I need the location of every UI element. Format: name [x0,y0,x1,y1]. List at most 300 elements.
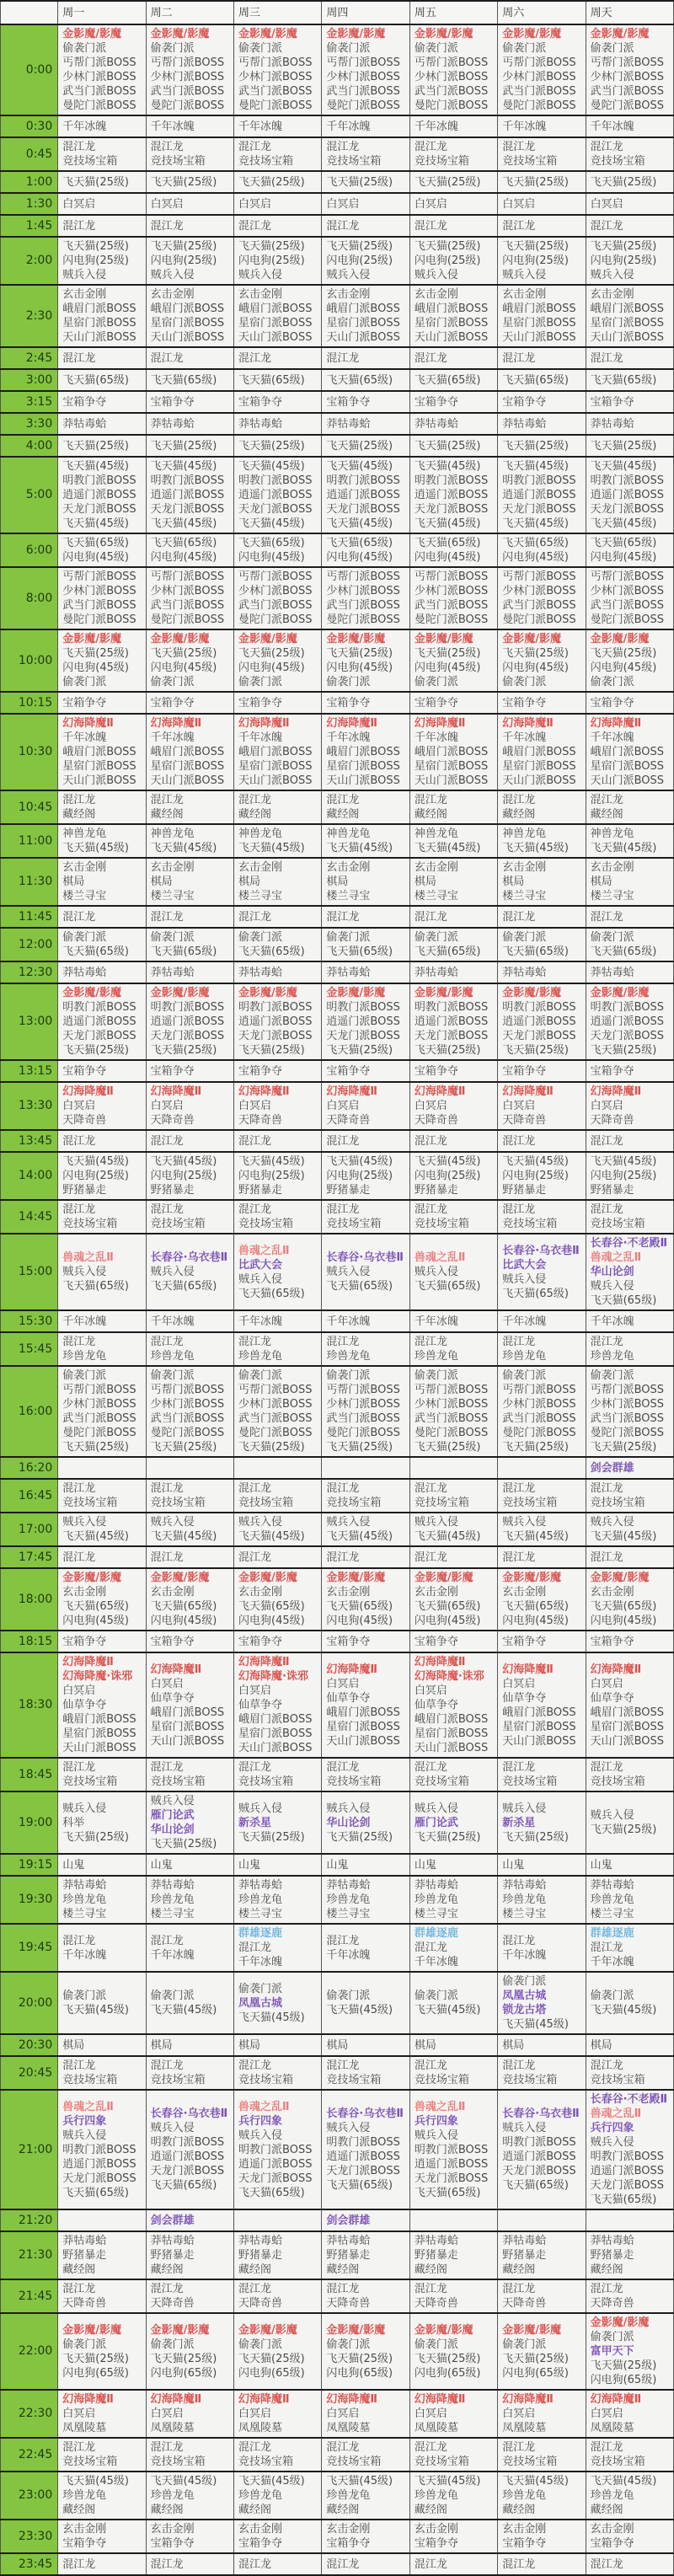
schedule-cell [146,2279,233,2313]
event-label: 混江龙 [150,351,184,365]
event-label: 千年冰魄 [326,731,371,744]
event-label: 天降奇兽 [414,2297,458,2310]
event-label: 混江龙 [502,141,536,153]
schedule-cell [498,714,586,790]
event-label: 混江龙 [326,2557,360,2571]
schedule-cell [234,391,322,413]
event-label: 飞天猫(25级) [502,439,569,453]
event-label: 莽牯毒蛤 [326,417,371,431]
event-label: 玄击金刚 [590,288,634,301]
event-label: 白冥启 [414,1100,447,1112]
time-label: 8:00 [1,567,58,629]
event-label: 明教门派BOSS [238,1001,313,1014]
event-label: 混江龙 [62,794,96,806]
event-label: 飞天猫(45级) [62,842,129,854]
event-label: 闪电狗(45级) [414,661,481,674]
event-label: 白冥启 [590,1100,623,1112]
schedule-row [1,2313,674,2390]
event-label: 明教门派BOSS [150,474,225,487]
schedule-cell [58,1152,146,1200]
event-label: 兽魂之乱Ⅱ [590,1251,642,1264]
schedule-cell [146,567,233,629]
event-label: 幻海降魔Ⅱ [150,2393,202,2406]
schedule-cell [146,137,233,171]
event-label: 飞天猫(45级) [326,1155,393,1168]
schedule-cell [409,1924,497,1972]
schedule-cell [498,1972,586,2034]
event-label: 混江龙 [62,1550,96,1564]
schedule-cell [322,2279,409,2313]
schedule-cell [586,2313,673,2390]
event-label: 宝箱争夺 [326,1635,371,1648]
event-label: 少林门派BOSS [150,585,225,597]
event-label: 曼陀门派BOSS [238,613,313,626]
schedule-cell [58,2231,146,2279]
event-label: 千年冰魄 [326,1315,371,1328]
event-label: 白冥启 [238,1684,272,1697]
schedule-cell [409,1082,497,1130]
schedule-cell [234,2056,322,2090]
event-label: 莽牯毒蛤 [150,966,195,979]
schedule-cell [498,1631,586,1652]
schedule-cell [409,1060,497,1082]
event-label: 混江龙 [150,1550,184,1564]
event-label: 星宿门派BOSS [326,1720,400,1733]
schedule-cell [234,1758,322,1791]
event-label: 竞技场宝箱 [590,2074,645,2086]
schedule-cell [58,347,146,369]
event-label: 玄击金刚 [326,1586,371,1599]
event-label: 星宿门派BOSS [238,760,313,773]
event-label: 金影魔/影魔 [326,987,386,999]
event-label: 闪电狗(25级) [502,254,569,267]
event-label: 仙草争夺 [62,1699,107,1711]
event-label: 偷袭门派 [150,676,195,688]
event-label: 白冥启 [150,1677,184,1690]
event-label: 飞天猫(25级) [238,240,305,253]
schedule-cell [146,906,233,928]
event-label: 峨眉门派BOSS [326,746,400,758]
event-label: 金影魔/影魔 [502,1572,561,1584]
event-label: 竞技场宝箱 [326,1497,382,1509]
event-label: 丐帮门派BOSS [590,1384,665,1396]
event-label: 宝箱争夺 [590,1064,634,1078]
event-label: 明教门派BOSS [502,474,576,487]
event-label: 藏经阁 [502,2504,536,2516]
event-label: 飞天猫(65级) [62,945,129,958]
event-label: 星宿门派BOSS [502,760,576,773]
event-label: 群雄逐鹿 [414,1927,458,1940]
event-label: 千年冰魄 [414,731,458,744]
event-label: 莽牯毒蛤 [590,417,634,431]
event-label: 曼陀门派BOSS [502,1427,576,1439]
event-label: 凤凰陵墓 [326,2422,371,2434]
event-label: 竞技场宝箱 [414,1775,469,1788]
event-label: 混江龙 [590,1482,623,1495]
event-label: 玄击金刚 [590,1586,634,1599]
schedule-cell [58,1200,146,1234]
event-label: 贼兵入侵 [326,1266,371,1278]
schedule-cell [586,533,673,567]
schedule-row [1,435,674,457]
event-label: 飞天猫(45级) [62,1155,129,1168]
event-label: 逍遥门派BOSS [150,489,225,501]
event-label: 楼兰寻宝 [326,890,371,902]
event-label: 珍兽龙龟 [238,2489,283,2502]
event-label: 峨眉门派BOSS [238,746,313,758]
schedule-cell [234,1152,322,1200]
time-label: 1:30 [1,193,58,215]
event-label: 比武大会 [238,1258,283,1272]
schedule-cell [234,1568,322,1631]
schedule-cell [498,906,586,928]
event-label: 竞技场宝箱 [238,1775,294,1788]
event-label: 闪电狗(25级) [326,254,393,267]
schedule-cell [322,1924,409,1972]
schedule-cell [322,928,409,961]
schedule-cell [58,215,146,237]
event-label: 明教门派BOSS [62,2143,136,2156]
schedule-row [1,2209,674,2231]
event-label: 天龙门派BOSS [502,1030,576,1042]
event-label: 闪电狗(25级) [590,1170,657,1182]
schedule-cell [409,1200,497,1234]
event-label: 兽魂之乱Ⅱ [238,1244,290,1257]
schedule-cell [409,2209,497,2231]
event-label: 贼兵入侵 [62,2129,107,2142]
event-label: 星宿门派BOSS [238,317,313,329]
schedule-cell [234,2390,322,2438]
event-label: 曼陀门派BOSS [590,1427,665,1439]
event-label: 混江龙 [502,794,536,806]
event-label: 贼兵入侵 [326,1802,371,1815]
schedule-cell [146,629,233,692]
schedule-row [1,1457,674,1479]
time-label: 23:00 [1,2472,58,2520]
schedule-cell [234,435,322,457]
event-label: 棋局 [590,876,612,888]
event-label: 偷袭门派 [326,931,371,944]
event-label: 白冥启 [502,1100,536,1112]
schedule-cell [586,137,673,171]
schedule-cell [586,629,673,692]
event-label: 混江龙 [62,1761,96,1774]
event-label: 千年冰魄 [590,1315,634,1328]
schedule-cell [498,1082,586,1130]
schedule-cell [498,629,586,692]
event-label: 飞天猫(65级) [238,537,305,549]
time-label: 15:00 [1,1234,58,1310]
event-label: 混江龙 [590,2441,623,2454]
schedule-cell [586,1060,673,1082]
schedule-cell [586,824,673,858]
event-label: 竞技场宝箱 [590,1218,645,1230]
schedule-cell [146,983,233,1060]
event-label: 天龙门派BOSS [502,2165,576,2177]
schedule-cell [234,824,322,858]
schedule-cell [322,1457,409,1479]
schedule-cell [322,2438,409,2472]
schedule-row [1,115,674,137]
event-label: 贼兵入侵 [238,2129,283,2142]
event-label: 山鬼 [414,1858,436,1872]
event-label: 偷袭门派 [150,2338,195,2351]
event-label: 丐帮门派BOSS [62,56,136,69]
time-label: 22:45 [1,2438,58,2472]
event-label: 曼陀门派BOSS [238,99,313,112]
schedule-cell [409,2472,497,2520]
event-label: 宝箱争夺 [150,1635,195,1648]
schedule-cell [322,215,409,237]
schedule-cell [322,2056,409,2090]
schedule-row [1,2553,674,2575]
event-label: 少林门派BOSS [414,585,489,597]
event-label: 曼陀门派BOSS [150,99,225,112]
event-label: 混江龙 [238,2557,272,2571]
schedule-row [1,790,674,824]
schedule-cell [234,215,322,237]
event-label: 曼陀门派BOSS [502,613,576,626]
event-label: 飞天猫(25级) [326,647,393,660]
schedule-cell [234,2090,322,2209]
event-label: 天降奇兽 [326,1114,371,1127]
event-label: 偷袭门派 [238,931,283,944]
event-label: 金影魔/影魔 [326,1572,386,1584]
event-label: 偷袭门派 [414,676,458,688]
event-label: 野猪暴走 [590,1184,634,1197]
event-label: 峨眉门派BOSS [414,746,489,758]
schedule-cell [322,1513,409,1546]
event-label: 偷袭门派 [238,676,283,688]
event-label: 白冥启 [414,197,447,211]
schedule-row [1,1876,674,1924]
schedule-cell [58,1060,146,1082]
event-label: 飞天猫(65级) [238,2186,305,2199]
event-label: 宝箱争夺 [150,395,195,409]
event-label: 凤凰古城 [502,1990,547,2002]
time-label: 0:30 [1,115,58,137]
event-label: 丐帮门派BOSS [502,1384,576,1396]
time-label: 15:45 [1,1332,58,1366]
schedule-cell [58,1366,146,1457]
event-label: 莽牯毒蛤 [62,2235,107,2247]
schedule-cell [146,2520,233,2553]
event-label: 竞技场宝箱 [150,1497,206,1509]
event-label: 混江龙 [502,1934,536,1947]
schedule-row [1,824,674,858]
event-label: 丐帮门派BOSS [590,56,665,69]
event-label: 星宿门派BOSS [150,760,225,773]
event-label: 莽牯毒蛤 [238,417,283,431]
event-label: 玄击金刚 [238,2523,283,2536]
event-label: 兵行四象 [590,2122,634,2134]
schedule-cell [409,2553,497,2575]
event-label: 竞技场宝箱 [62,1775,118,1788]
event-label: 混江龙 [502,2441,536,2454]
event-label: 武当门派BOSS [590,599,665,612]
schedule-cell [498,413,586,435]
event-label: 幻海降魔Ⅱ [590,2393,642,2406]
event-label: 千年冰魄 [414,120,458,133]
event-label: 混江龙 [414,2441,447,2454]
schedule-cell [234,2209,322,2231]
schedule-cell [498,457,586,533]
schedule-cell [409,714,497,790]
schedule-cell [234,983,322,1060]
schedule-cell [234,1924,322,1972]
event-label: 飞天猫(45级) [502,842,569,854]
schedule-cell [498,1876,586,1924]
schedule-cell [322,1366,409,1457]
event-label: 星宿门派BOSS [238,1727,313,1740]
event-label: 逍遥门派BOSS [62,489,136,501]
event-label: 玄击金刚 [326,288,371,301]
event-label: 竞技场宝箱 [502,1218,558,1230]
event-label: 天龙门派BOSS [238,1030,313,1042]
event-label: 天龙门派BOSS [150,2165,225,2177]
event-label: 楼兰寻宝 [414,890,458,902]
event-label: 闪电狗(25级) [150,254,217,267]
schedule-cell [498,533,586,567]
schedule-cell [586,2520,673,2553]
event-label: 少林门派BOSS [502,585,576,597]
event-label: 武当门派BOSS [238,85,313,98]
event-label: 金影魔/影魔 [590,28,650,40]
event-label: 星宿门派BOSS [326,760,400,773]
event-label: 千年冰魄 [502,731,547,744]
schedule-cell [234,714,322,790]
event-label: 闪电狗(45级) [326,1615,393,1627]
event-label: 混江龙 [326,1550,360,1564]
schedule-cell [586,858,673,906]
schedule-cell [146,790,233,824]
time-column-header [1,1,58,24]
schedule-cell [322,824,409,858]
event-label: 闪电狗(45级) [238,661,305,674]
event-label: 飞天猫(25级) [414,1044,481,1057]
schedule-cell [234,1854,322,1876]
event-label: 幻海降魔Ⅱ [238,1656,290,1668]
event-label: 千年冰魄 [150,731,195,744]
event-label: 莽牯毒蛤 [150,1879,195,1892]
event-label: 莽牯毒蛤 [414,1879,458,1892]
event-label: 珍兽龙龟 [150,1350,195,1363]
event-label: 玄击金刚 [502,288,547,301]
schedule-cell [409,215,497,237]
event-label: 飞天猫(45级) [326,460,393,473]
event-label: 曼陀门派BOSS [414,99,489,112]
schedule-cell [498,858,586,906]
time-label: 21:45 [1,2279,58,2313]
schedule-cell [586,692,673,714]
schedule-cell [146,1479,233,1513]
event-label: 竞技场宝箱 [238,155,294,168]
event-label: 飞天猫(25级) [590,1044,657,1057]
event-label: 宝箱争夺 [414,1064,458,1078]
schedule-cell [409,369,497,391]
event-label: 剑会群雄 [326,2214,371,2227]
schedule-cell [586,1130,673,1152]
schedule-cell [322,1130,409,1152]
event-label: 千年冰魄 [502,1948,547,1962]
event-label: 竞技场宝箱 [590,2456,645,2468]
schedule-cell [146,237,233,285]
schedule-cell [586,906,673,928]
event-label: 天山门派BOSS [326,331,400,344]
event-label: 少林门派BOSS [62,71,136,83]
event-label: 飞天猫(45级) [150,2004,217,2016]
time-label: 11:30 [1,858,58,906]
event-label: 丐帮门派BOSS [150,1384,225,1396]
schedule-cell [409,1479,497,1513]
schedule-cell [498,24,586,115]
event-label: 飞天猫(65级) [326,1600,393,1613]
time-label: 18:15 [1,1631,58,1652]
schedule-cell [322,1479,409,1513]
event-label: 明教门派BOSS [414,474,489,487]
event-label: 偷袭门派 [150,1990,195,2002]
event-label: 飞天猫(65级) [238,1287,305,1300]
event-label: 竞技场宝箱 [502,2074,558,2086]
event-label: 金影魔/影魔 [150,1572,210,1584]
event-label: 幻海降魔Ⅱ [414,2393,466,2406]
schedule-cell [322,1546,409,1568]
schedule-cell [58,1791,146,1854]
event-label: 飞天猫(65级) [502,1600,569,1613]
schedule-cell [586,193,673,215]
event-label: 莽牯毒蛤 [502,2235,547,2247]
event-label: 飞天猫(45级) [326,1530,393,1543]
event-label: 藏经阁 [62,2504,96,2516]
schedule-cell [322,1310,409,1332]
event-label: 偷袭门派 [62,1369,107,1382]
schedule-cell [586,1366,673,1457]
schedule-cell [409,1876,497,1924]
schedule-cell [146,2231,233,2279]
schedule-row [1,1568,674,1631]
schedule-cell [234,858,322,906]
event-label: 宝箱争夺 [502,1635,547,1648]
event-label: 宝箱争夺 [150,1064,195,1078]
schedule-cell [586,1758,673,1791]
event-label: 混江龙 [326,794,360,806]
event-label: 闪电狗(65级) [238,2366,305,2380]
event-label: 武当门派BOSS [238,599,313,612]
event-label: 莽牯毒蛤 [238,2235,283,2247]
event-label: 峨眉门派BOSS [590,746,665,758]
schedule-row [1,1479,674,1513]
schedule-cell [409,24,497,115]
event-label: 贼兵入侵 [238,1272,283,1286]
event-label: 幻海降魔Ⅱ [238,1085,290,1098]
event-label: 棋局 [62,2038,85,2052]
time-label: 2:30 [1,285,58,347]
event-label: 幻海降魔Ⅱ [62,1656,114,1668]
event-label: 偷袭门派 [150,1369,195,1382]
schedule-cell [146,1310,233,1332]
event-label: 野猪暴走 [502,1184,547,1197]
event-label: 峨眉门派BOSS [326,303,400,315]
event-label: 贼兵入侵 [150,1266,195,1278]
schedule-cell [498,2034,586,2056]
event-label: 藏经阁 [62,808,96,821]
event-label: 贼兵入侵 [502,2122,547,2134]
event-label: 混江龙 [150,2441,184,2454]
event-label: 莽牯毒蛤 [590,966,634,979]
schedule-cell [409,1631,497,1652]
event-label: 贼兵入侵 [326,1516,371,1529]
schedule-cell [58,2520,146,2553]
